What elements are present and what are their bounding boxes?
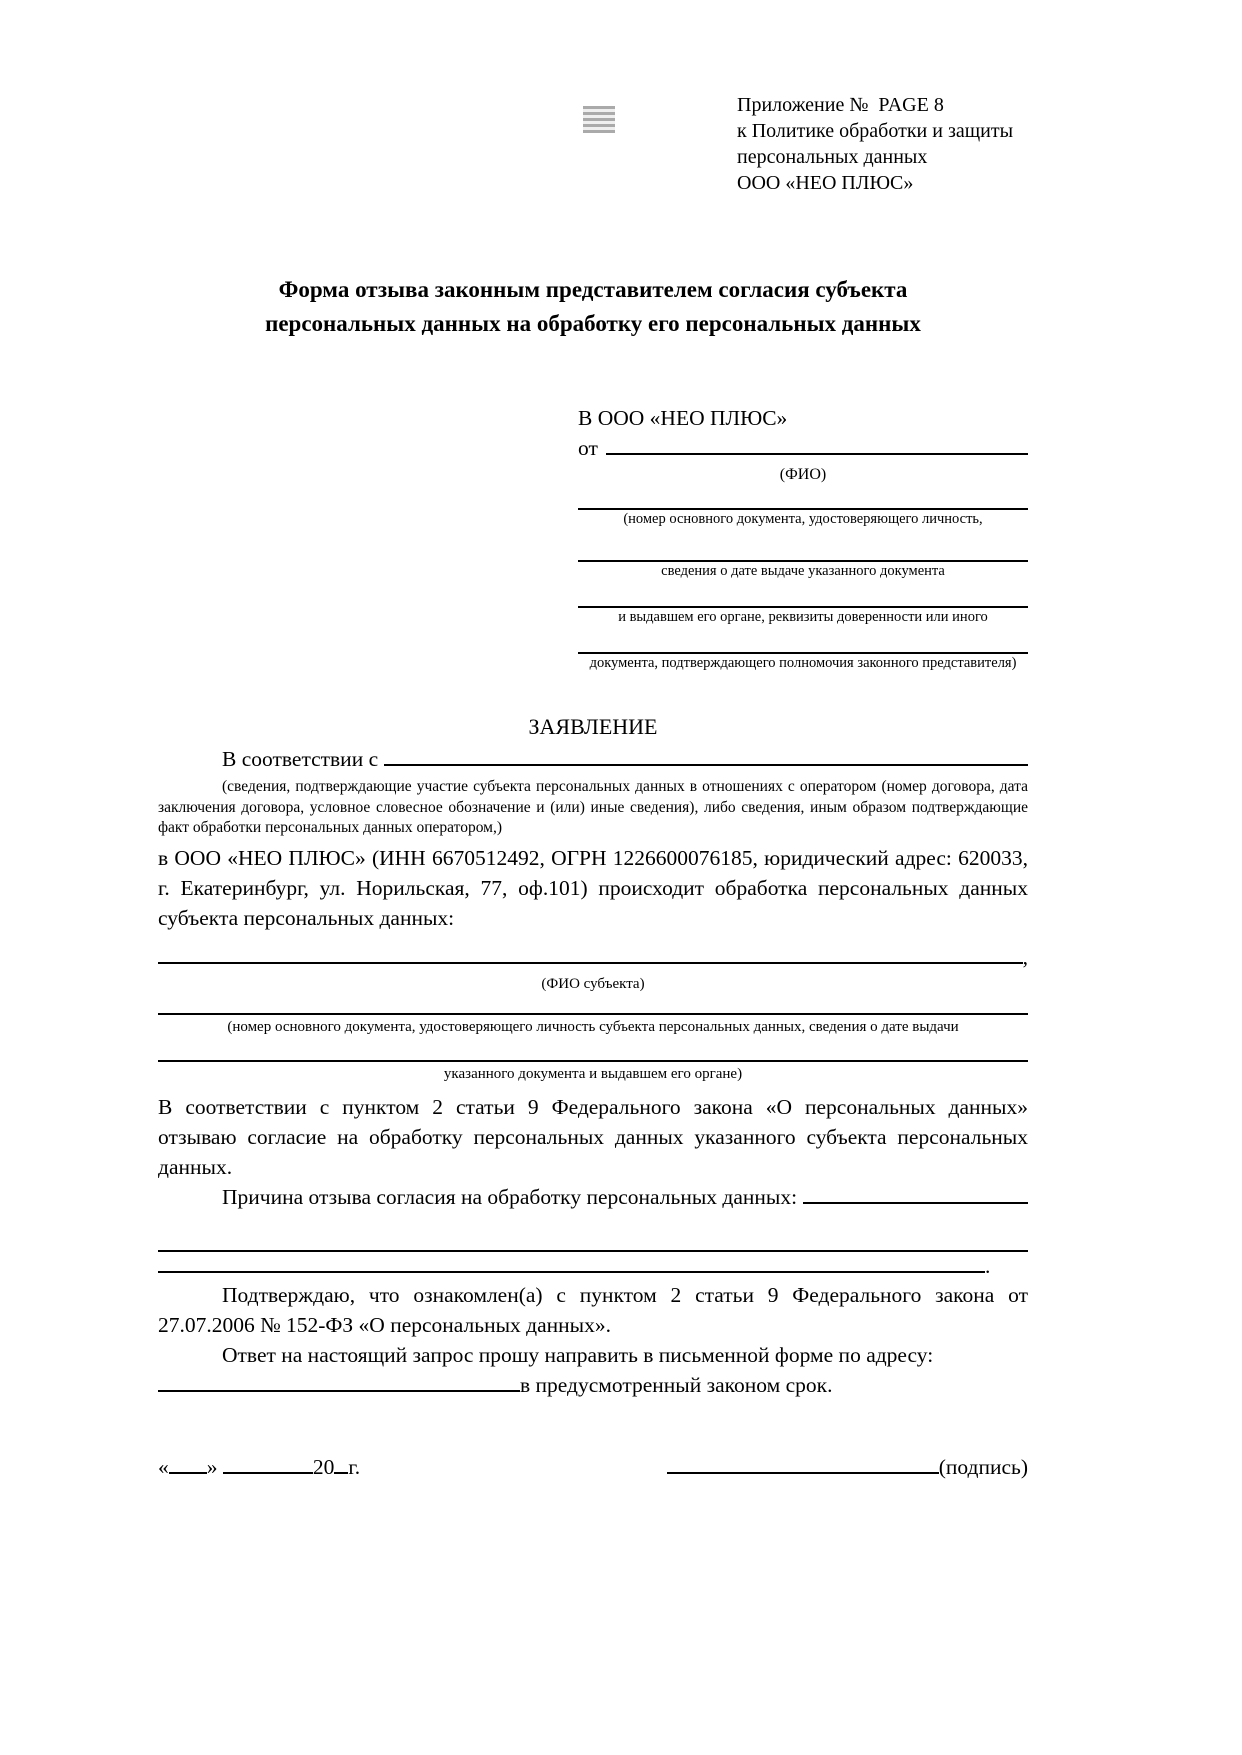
intro-blank-line [384, 764, 1028, 766]
caption-doc-2: сведения о дате выдаче указанного документа [661, 563, 945, 579]
date-quote-close: » [206, 1454, 218, 1479]
subject-fio-blank-line [158, 962, 1023, 964]
date-year-suffix: г. [348, 1454, 361, 1479]
reason-end-row [158, 1252, 1028, 1280]
caption-doc-3: и выдавшем его органе, реквизиты доверенности или иного [618, 609, 988, 625]
signature-caption: (подпись) [938, 1454, 1028, 1479]
subject-doc-caption-2: указанного документа и выдавшем его органе) [443, 1065, 743, 1082]
reply-address-row [158, 1370, 1028, 1400]
doc-number-blank-line-3 [578, 580, 1028, 608]
from-label: от [578, 436, 598, 460]
footer-row [158, 1452, 1028, 1482]
subject-line-comma: , [1022, 944, 1028, 969]
reason-blank-line-1 [803, 1202, 1028, 1204]
reply-paragraph: Ответ на настоящий запрос прошу направить в письменной форме по адресу: [222, 1342, 934, 1367]
caption-fio: (ФИО) [779, 466, 827, 483]
reason-row [158, 1182, 1028, 1212]
addressee-to: В ООО «НЕО ПЛЮС» [578, 406, 788, 430]
date-month-blank [223, 1472, 313, 1474]
reply-tail: в предусмотренный законом срок. [520, 1372, 833, 1397]
reply-address-blank-line [158, 1390, 520, 1392]
fio-blank-line [606, 453, 1028, 455]
document-title-line-1: Форма отзыва законным представителем согласия субъекта [278, 277, 908, 302]
reason-blank-line-2 [158, 1212, 1028, 1252]
date-year-blank [334, 1472, 348, 1474]
date-day-blank [169, 1472, 207, 1474]
reason-label: Причина отзыва согласия на обработку персональных данных: [222, 1184, 798, 1209]
subject-doc-caption-1: (номер основного документа, удостоверяющего личность субъекта персональных данных, сведения о дате выдачи [227, 1018, 959, 1035]
intro-label: В соответствии с [222, 747, 379, 771]
reason-blank-line-3 [158, 1271, 985, 1273]
confirm-paragraph: Подтверждаю, что ознакомлен(а) с пунктом 2 статьи 9 Федерального закона от 27.07.2006 № 152-ФЗ «О персональных данных». [158, 1282, 1028, 1337]
addressee-from-row [578, 433, 1028, 463]
subject-doc-blank-line-1 [158, 993, 1028, 1015]
header-appendix-line-2: к Политике обработки и защиты [737, 120, 1014, 142]
intro-row [158, 744, 1028, 774]
caption-doc-1: (номер основного документа, удостоверяющего личность, [623, 511, 983, 527]
doc-number-blank-line-1 [578, 484, 1028, 510]
blurred-thumbnail-image [583, 106, 615, 133]
footer-signature [667, 1452, 1028, 1482]
caption-doc-4: документа, подтверждающего полномочия законного представителя) [589, 655, 1017, 671]
document-title [158, 273, 1028, 341]
date-year-text: 20 [312, 1454, 335, 1479]
document-body [158, 273, 1028, 1482]
date-quote-open: « [158, 1454, 169, 1479]
withdraw-paragraph: В соответствии с пунктом 2 статьи 9 Федерального закона «О персональных данных» отзываю согласие на обработку персональных данных указанного субъекта персональных данных. [158, 1094, 1028, 1179]
subject-fio-row [158, 942, 1028, 972]
document-title-line-2: персональных данных на обработку его персональных данных [265, 311, 921, 336]
doc-number-blank-line-2 [578, 528, 1028, 562]
header-appendix-line-4: ООО «НЕО ПЛЮС» [737, 172, 914, 194]
header-appendix-line-1: Приложение № PAGE 8 [737, 94, 944, 116]
subject-fio-caption: (ФИО субъекта) [541, 975, 645, 992]
header-appendix-block [737, 92, 1013, 196]
statement-heading: ЗАЯВЛЕНИЕ [528, 714, 658, 739]
header-appendix-line-3: персональных данных [737, 146, 928, 168]
operator-paragraph: в ООО «НЕО ПЛЮС» (ИНН 6670512492, ОГРН 1226600076185, юридический адрес: 620033, г. Екатеринбург, ул. Норильская, 77, оф.101) происходит обработка персональных данных субъекта персональных данных: [158, 845, 1028, 930]
doc-number-blank-line-4 [578, 626, 1028, 654]
addressee-block [578, 403, 1028, 672]
reason-period: . [985, 1253, 991, 1278]
signature-blank-line [667, 1472, 939, 1474]
subject-doc-blank-line-2 [158, 1036, 1028, 1062]
intro-note: (сведения, подтверждающие участие субъекта персональных данных в отношениях с оператором (номер договора, дата заключения договора, условное словесное обозначение и (или) иные сведения), либо сведения, иным образом подтверждающие факт обработки персональных данных оператором,) [158, 778, 1028, 836]
footer-date [158, 1452, 360, 1482]
